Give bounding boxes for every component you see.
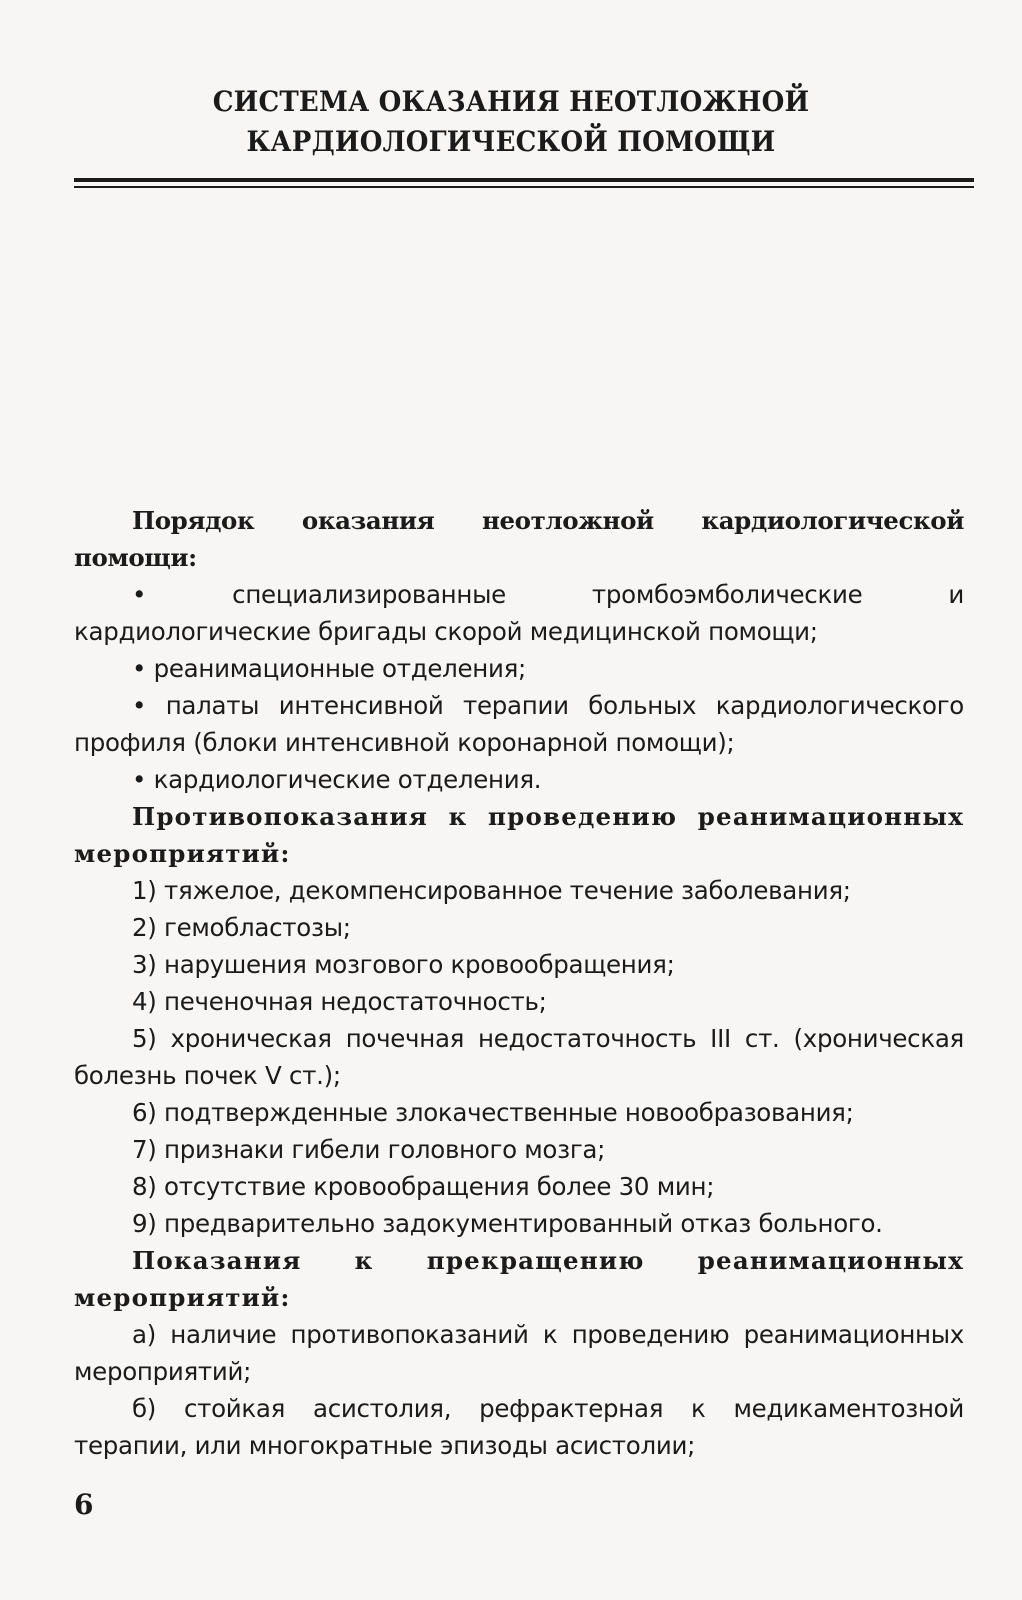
running-header	[0, 82, 1022, 162]
list-item: 9) предварительно задокументированный отказ больного.	[132, 1209, 883, 1238]
list-item: б) стойкая асистолия, рефрактерная к медикаментозной терапии, или многократные эпизоды асистолии;	[74, 1394, 964, 1460]
list-item: 8) отсутствие кровообращения более 30 мин;	[132, 1172, 715, 1201]
list-item: 4) печеночная недостаточность;	[132, 987, 547, 1016]
list-item: 7) признаки гибели головного мозга;	[132, 1135, 606, 1164]
list-item: • специализированные тромбоэмболические и кардиологические бригады скорой медицинской помощи;	[74, 580, 964, 646]
header-title-line-2: КАРДИОЛОГИЧЕСКОЙ ПОМОЩИ	[246, 125, 776, 158]
section-heading-order: Порядок оказания неотложной кардиологической помощи:	[74, 506, 964, 572]
page-number: 6	[74, 1488, 94, 1521]
header-rule-thick	[74, 178, 974, 182]
list-item: 5) хроническая почечная недостаточность III ст. (хроническая болезнь почек V ст.);	[74, 1024, 964, 1090]
list-item: 6) подтвержденные злокачественные новообразования;	[132, 1098, 854, 1127]
section-heading-termination: Показания к прекращению реанимационных мероприятий:	[74, 1246, 964, 1312]
list-item: • кардиологические отделения.	[132, 765, 542, 794]
main-text	[74, 502, 964, 1464]
list-item: 3) нарушения мозгового кровообращения;	[132, 950, 675, 979]
list-item: 2) гемобластозы;	[132, 913, 351, 942]
list-item: • палаты интенсивной терапии больных кардиологического профиля (блоки интенсивной коронарной помощи);	[74, 691, 964, 757]
list-item: 1) тяжелое, декомпенсированное течение заболевания;	[132, 876, 851, 905]
list-item: а) наличие противопоказаний к проведению реанимационных мероприятий;	[74, 1320, 964, 1386]
header-title-line-1: СИСТЕМА ОКАЗАНИЯ НЕОТЛОЖНОЙ	[212, 85, 810, 118]
section-heading-contraindications: Противопоказания к проведению реанимационных мероприятий:	[74, 802, 964, 868]
header-rule-thin	[74, 186, 974, 188]
list-item: • реанимационные отделения;	[132, 654, 526, 683]
